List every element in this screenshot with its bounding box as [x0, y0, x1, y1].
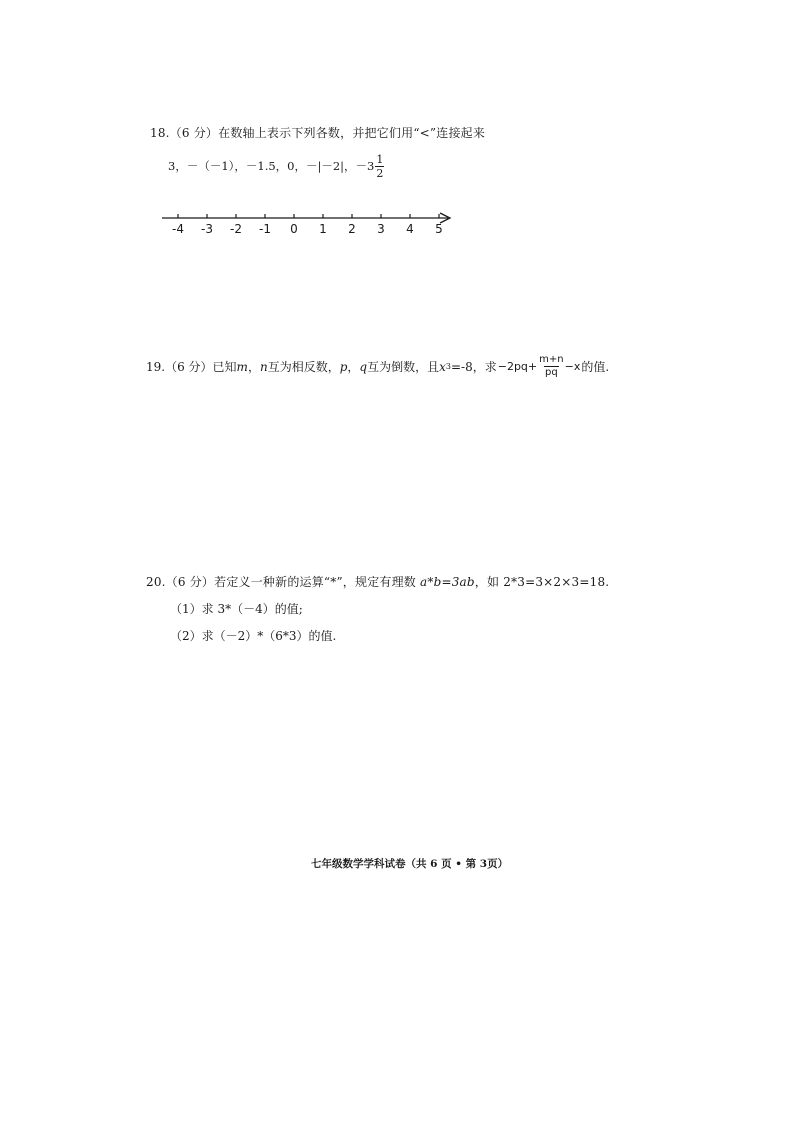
question-20-title-post: ，如 2*3=3×2×3=18. — [474, 575, 610, 589]
question-19-mid1: 互为相反数， — [267, 360, 340, 374]
question-20-rule: a*b=3ab — [420, 575, 475, 589]
question-20-title — [146, 573, 609, 590]
var-n: n — [259, 359, 268, 374]
number-line-label: -1 — [259, 222, 271, 236]
expr-numerator: m+n — [539, 354, 564, 365]
number-line-label: 5 — [435, 222, 443, 236]
expr-denominator: pq — [545, 367, 558, 378]
fraction-numerator: 1 — [376, 152, 384, 166]
number-line-label: 2 — [348, 222, 356, 236]
page-footer: 七年级数学学科试卷（共 6 页 • 第 3页） — [311, 858, 509, 870]
question-18-number-list — [168, 152, 384, 180]
var-p: p — [339, 359, 348, 374]
question-19 — [146, 355, 609, 378]
number-line-labels — [172, 222, 443, 236]
var-q: q — [359, 359, 368, 374]
question-19-prefix: 19.（6 分）已知 — [146, 360, 237, 374]
var-m: m — [236, 359, 248, 374]
number-line-label: 1 — [319, 222, 327, 236]
sep: ， — [347, 360, 360, 374]
question-20-part-1: （1）求 3*（－4）的值; — [170, 602, 303, 616]
number-line-label: -4 — [172, 222, 184, 236]
number-line-label: 3 — [377, 222, 385, 236]
question-18-title: 18.（6 分）在数轴上表示下列各数，并把它们用“<”连接起来 — [150, 126, 486, 140]
question-20-part-2: （2）求（－2）*（6*3）的值. — [170, 629, 337, 643]
question-19-mid2: 互为倒数，且 — [367, 360, 440, 374]
expr-lead: −2pq+ — [497, 360, 538, 373]
fraction-denominator: 2 — [376, 166, 384, 180]
mixed-number-fraction — [375, 154, 384, 179]
question-19-expression — [498, 355, 581, 378]
number-line-label: -3 — [201, 222, 213, 236]
question-18-numbers: 3，－（－1），－1.5，0，－|－2|，－3 — [168, 159, 375, 173]
question-19-suffix: 的值. — [581, 360, 610, 374]
number-line-label: -2 — [230, 222, 242, 236]
question-19-eq: =-8，求 — [450, 360, 497, 374]
expr-tail: −x — [564, 360, 581, 373]
question-20-title-pre: 20.（6 分）若定义一种新的运算“*”，规定有理数 — [146, 575, 421, 589]
expr-fraction — [538, 355, 564, 378]
var-x: x — [439, 359, 446, 374]
sep: ， — [247, 360, 260, 374]
number-line-label: 0 — [290, 222, 298, 236]
exponent: 3 — [445, 362, 451, 371]
number-line-label: 4 — [406, 222, 414, 236]
number-line — [160, 208, 460, 240]
